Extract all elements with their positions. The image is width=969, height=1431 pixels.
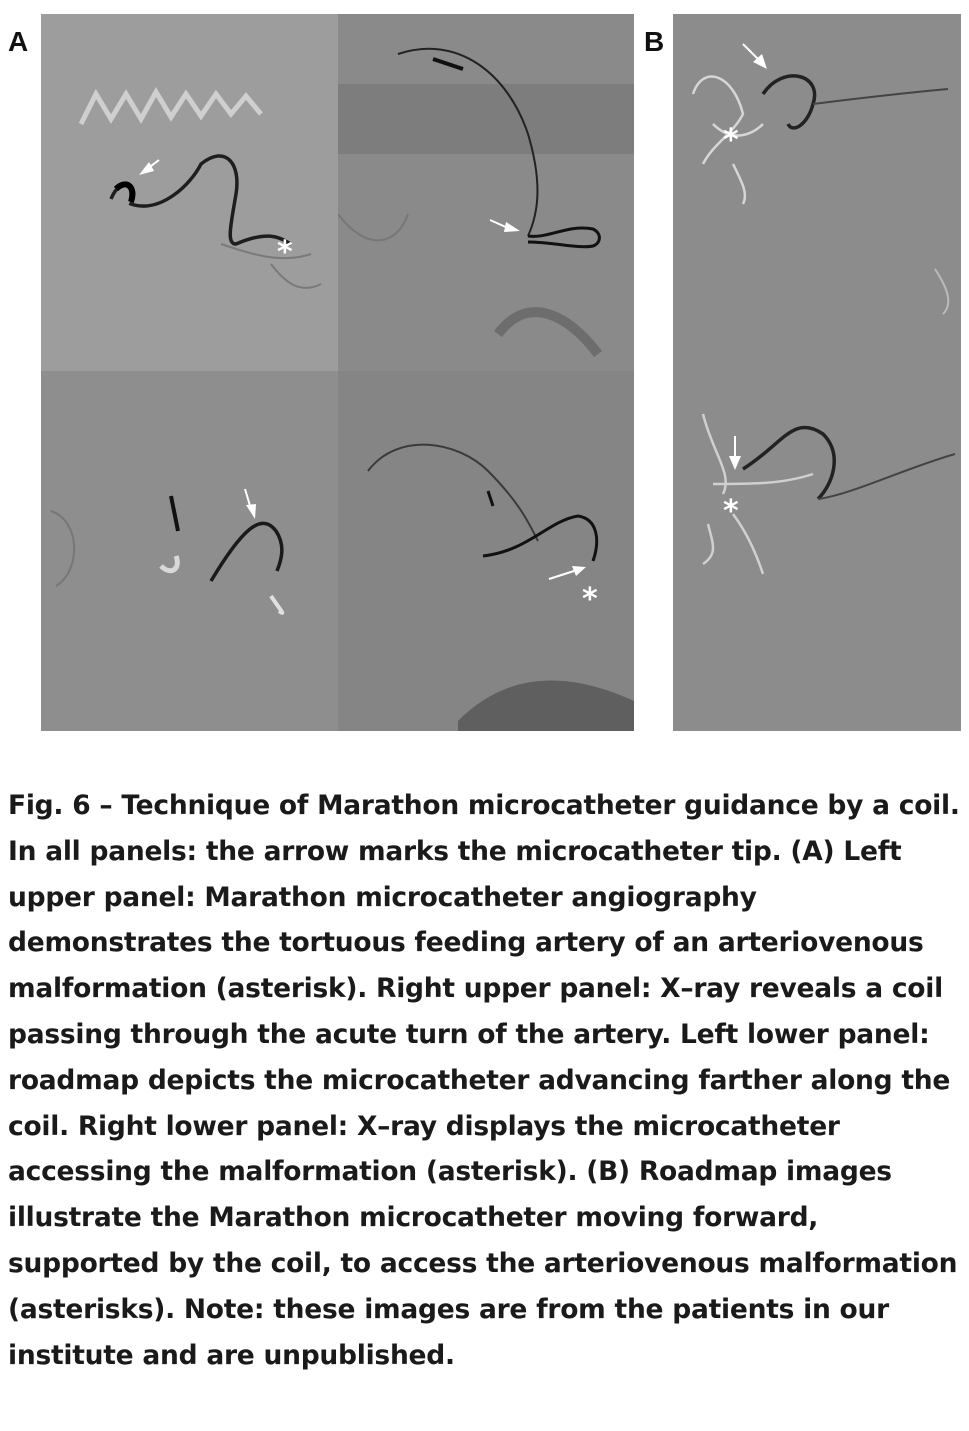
vessel-highlight-2 [271, 596, 282, 613]
guide-catheter [368, 445, 538, 541]
guide-catheter [818, 454, 955, 499]
panel-a-left-lower-image [41, 371, 338, 731]
contour-line [51, 511, 74, 586]
contour-line [935, 269, 948, 314]
figure-caption: Fig. 6 – Technique of Marathon microcatheter guidance by a coil. In all panels: the arrow marks the microcatheter tip. (A) Left upper panel: Marathon microcatheter angiography demonstrates the tortuous feeding artery of an arteriovenous malformation (asterisk). Right upper panel: X–ray reveals a coil passing through the acute turn of the artery. Left lower panel: roadmap depicts the microcatheter advancing farther along the coil. Right lower panel: X–ray displays the microcatheter accessing the malformation (asterisk). (B) Roadmap images illustrate the Marathon microcatheter moving forward, supported by the coil, to access the arteriovenous malformation (asterisks). Note: these images are from the patients in our institute and are unpublished. [8, 790, 960, 1371]
asterisk: * [277, 235, 293, 270]
microcatheter-path [763, 76, 815, 128]
tip-arrow-head [729, 456, 741, 470]
microcatheter-path [211, 523, 282, 581]
guide-catheter [813, 89, 948, 104]
panel-b-image [673, 14, 961, 731]
panel-b-lower-roadmap [703, 414, 955, 574]
microcatheter-path [743, 427, 834, 499]
panel-b-upper-roadmap [693, 44, 948, 204]
catheter-marker [171, 496, 178, 531]
bone-contour [338, 214, 408, 240]
malformation-vessels [703, 414, 813, 574]
vessel-highlight [161, 556, 177, 571]
panel-a-label: A [8, 26, 29, 57]
tip-arrow-head [139, 162, 154, 175]
tip-arrow-shaft [549, 571, 574, 579]
soft-tissue-shadow [458, 681, 634, 731]
microcatheter-path [483, 516, 597, 561]
panel-a-right-upper-image [338, 14, 634, 371]
asterisk: * [582, 582, 598, 617]
coil-turn [528, 228, 599, 247]
tip-arrow-shaft [743, 44, 759, 60]
panel-b-label: B [644, 26, 665, 57]
catheter-marker [433, 59, 463, 69]
feeding-artery [221, 244, 321, 288]
tip-arrow-head [246, 504, 256, 519]
catheter-marker [488, 491, 493, 506]
panel-a-left-upper-image [41, 14, 338, 371]
asterisk: * [723, 123, 739, 158]
tip-arrow-head [572, 566, 586, 576]
soft-tissue-shadow [498, 312, 598, 354]
microcatheter-path [111, 156, 291, 244]
tip-arrow-head [504, 222, 520, 232]
panel-a-right-lower-image [338, 371, 634, 731]
asterisk: * [723, 494, 739, 529]
catheter-loop [116, 184, 132, 202]
skull-base-edge [81, 92, 261, 124]
bone-shadow [338, 84, 634, 154]
